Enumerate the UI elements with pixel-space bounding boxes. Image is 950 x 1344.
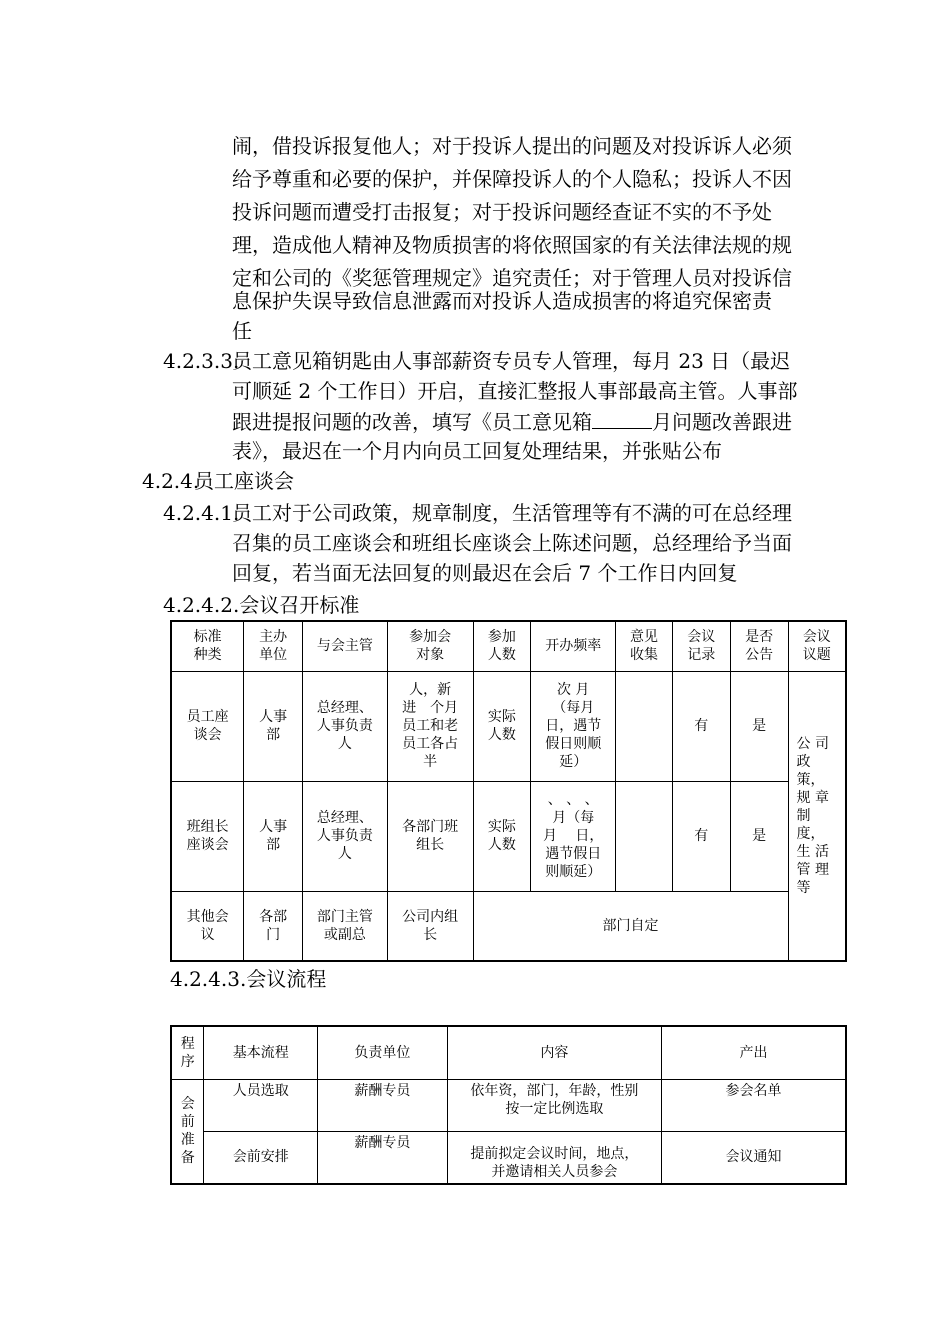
table-row bbox=[171, 671, 846, 781]
topic-cell: 公 司 政策， 规 章 制度， 生 活 管 理 等 bbox=[788, 671, 846, 961]
table-cell: 薪酬专员 bbox=[318, 1131, 448, 1184]
table-cell: 其他会 议 bbox=[171, 891, 244, 961]
blank-underline bbox=[592, 408, 652, 429]
table-cell: 人事 部 bbox=[244, 671, 303, 781]
paragraph-line: 理，造成他人精神及物质损害的将依照国家的有关法律法规的规 bbox=[232, 233, 792, 257]
paragraph-line: 员工意见箱钥匙由人事部薪资专员专人管理，每月 23 日（最迟 bbox=[232, 349, 791, 373]
table-cell: 薪酬专员 bbox=[318, 1079, 448, 1131]
table-cell: 实际 人数 bbox=[473, 781, 531, 891]
section-number bbox=[163, 592, 359, 618]
section-number: 4.2.3.3. bbox=[163, 349, 240, 373]
table-cell: 员工座 谈会 bbox=[171, 671, 244, 781]
table-row bbox=[171, 891, 846, 961]
table-cell: 总经理、 人事负责 人 bbox=[303, 781, 388, 891]
header-cell: 会议 议题 bbox=[788, 621, 846, 671]
paragraph-line: 定和公司的《奖惩管理规定》追究责任；对于管理人员对投诉信 bbox=[232, 266, 792, 290]
section-title: 员工座谈会 bbox=[194, 469, 294, 493]
table-cell: 、 、 、 月（每 月 日， 遇节假日 则顺延） bbox=[531, 781, 616, 891]
paragraph-line: 回复，若当面无法回复的则最迟在会后 7 个工作日内回复 bbox=[232, 561, 738, 585]
paragraph-line: 可顺延 2 个工作日）开启，直接汇整报人事部最高主管。人事部 bbox=[232, 379, 798, 403]
section-heading bbox=[170, 966, 326, 992]
paragraph-line: 息保护失误导致信息泄露而对投诉人造成损害的将追究保密责 bbox=[232, 289, 772, 313]
header-cell: 程 序 bbox=[171, 1026, 204, 1079]
header-cell: 意见 收集 bbox=[616, 621, 673, 671]
paragraph-line: 表》，最迟在一个月内向员工回复处理结果，并张贴公布 bbox=[232, 439, 722, 463]
section-title: 会议流程 bbox=[246, 967, 327, 991]
paragraph-text: 月问题改善跟进 bbox=[652, 410, 792, 434]
table-header-row bbox=[171, 1026, 846, 1079]
section-title: 会议召开标准 bbox=[239, 593, 360, 617]
paragraph-line: 给予尊重和必要的保护，并保障投诉人的个人隐私；投诉人不因 bbox=[232, 167, 792, 191]
table-cell: 公司内组 长 bbox=[387, 891, 473, 961]
table-cell: 总经理、 人事负责 人 bbox=[303, 671, 388, 781]
table-cell: 提前拟定会议时间，地点， 并邀请相关人员参会 bbox=[447, 1131, 661, 1184]
table-row bbox=[171, 1131, 846, 1184]
table-cell: 参会名单 bbox=[662, 1079, 846, 1131]
paragraph-line bbox=[232, 408, 792, 435]
paragraph-line: 闹，借投诉报复他人；对于投诉人提出的问题及对投诉诉人必须 bbox=[232, 134, 792, 158]
table-cell: 会前安排 bbox=[204, 1131, 318, 1184]
section-num-text: 4.2.4.2. bbox=[163, 593, 240, 617]
header-cell: 主办 单位 bbox=[244, 621, 303, 671]
table-cell: 依年资，部门，年龄，性别 按一定比例选取 bbox=[447, 1079, 661, 1131]
header-cell: 内容 bbox=[447, 1026, 661, 1079]
section-num-text: 4.2.4.3. bbox=[170, 967, 247, 991]
table-cell: 班组长 座谈会 bbox=[171, 781, 244, 891]
table-cell: 人，新 进 个月 员工和老 员工各占 半 bbox=[387, 671, 473, 781]
phase-cell: 会 前 准 备 bbox=[171, 1079, 204, 1184]
header-cell: 产出 bbox=[662, 1026, 846, 1079]
paragraph-text: 跟进提报问题的改善，填写《员工意见箱 bbox=[232, 410, 592, 434]
table-cell: 部门主管 或副总 bbox=[303, 891, 388, 961]
table-row bbox=[171, 1079, 846, 1131]
header-cell: 负责单位 bbox=[318, 1026, 448, 1079]
table-header-row bbox=[171, 621, 846, 671]
table-cell bbox=[616, 671, 673, 781]
header-cell: 与会主管 bbox=[303, 621, 388, 671]
table-cell bbox=[616, 781, 673, 891]
table-cell: 各部门班 组长 bbox=[387, 781, 473, 891]
table-cell: 人员选取 bbox=[204, 1079, 318, 1131]
table-cell: 部门自定 bbox=[473, 891, 788, 961]
header-cell: 参加 人数 bbox=[473, 621, 531, 671]
table-cell: 次 月 （每月 日，遇节 假日则顺 延） bbox=[531, 671, 616, 781]
table-cell: 是 bbox=[730, 781, 788, 891]
section-number: 4.2.4. bbox=[142, 469, 200, 493]
meeting-standard-table bbox=[170, 620, 847, 962]
section-number: 4.2.4.1. bbox=[163, 501, 240, 525]
table-cell: 会议通知 bbox=[662, 1131, 846, 1184]
table-cell: 各部 门 bbox=[244, 891, 303, 961]
table-cell: 有 bbox=[672, 671, 730, 781]
meeting-process-table bbox=[170, 1025, 847, 1185]
table-cell: 有 bbox=[672, 781, 730, 891]
paragraph-line: 投诉问题而遭受打击报复；对于投诉问题经查证不实的不予处 bbox=[232, 200, 772, 224]
header-cell: 基本流程 bbox=[204, 1026, 318, 1079]
paragraph-line: 员工对于公司政策，规章制度，生活管理等有不满的可在总经理 bbox=[232, 501, 792, 525]
header-cell: 标准 种类 bbox=[171, 621, 244, 671]
table-cell: 是 bbox=[730, 671, 788, 781]
table-cell: 实际 人数 bbox=[473, 671, 531, 781]
header-cell: 开办频率 bbox=[531, 621, 616, 671]
table-cell: 人事 部 bbox=[244, 781, 303, 891]
header-cell: 参加会 对象 bbox=[387, 621, 473, 671]
header-cell: 是否 公告 bbox=[730, 621, 788, 671]
paragraph-line: 任 bbox=[232, 319, 252, 343]
table-row bbox=[171, 781, 846, 891]
paragraph-line: 召集的员工座谈会和班组长座谈会上陈述问题，总经理给予当面 bbox=[232, 531, 792, 555]
header-cell: 会议 记录 bbox=[672, 621, 730, 671]
